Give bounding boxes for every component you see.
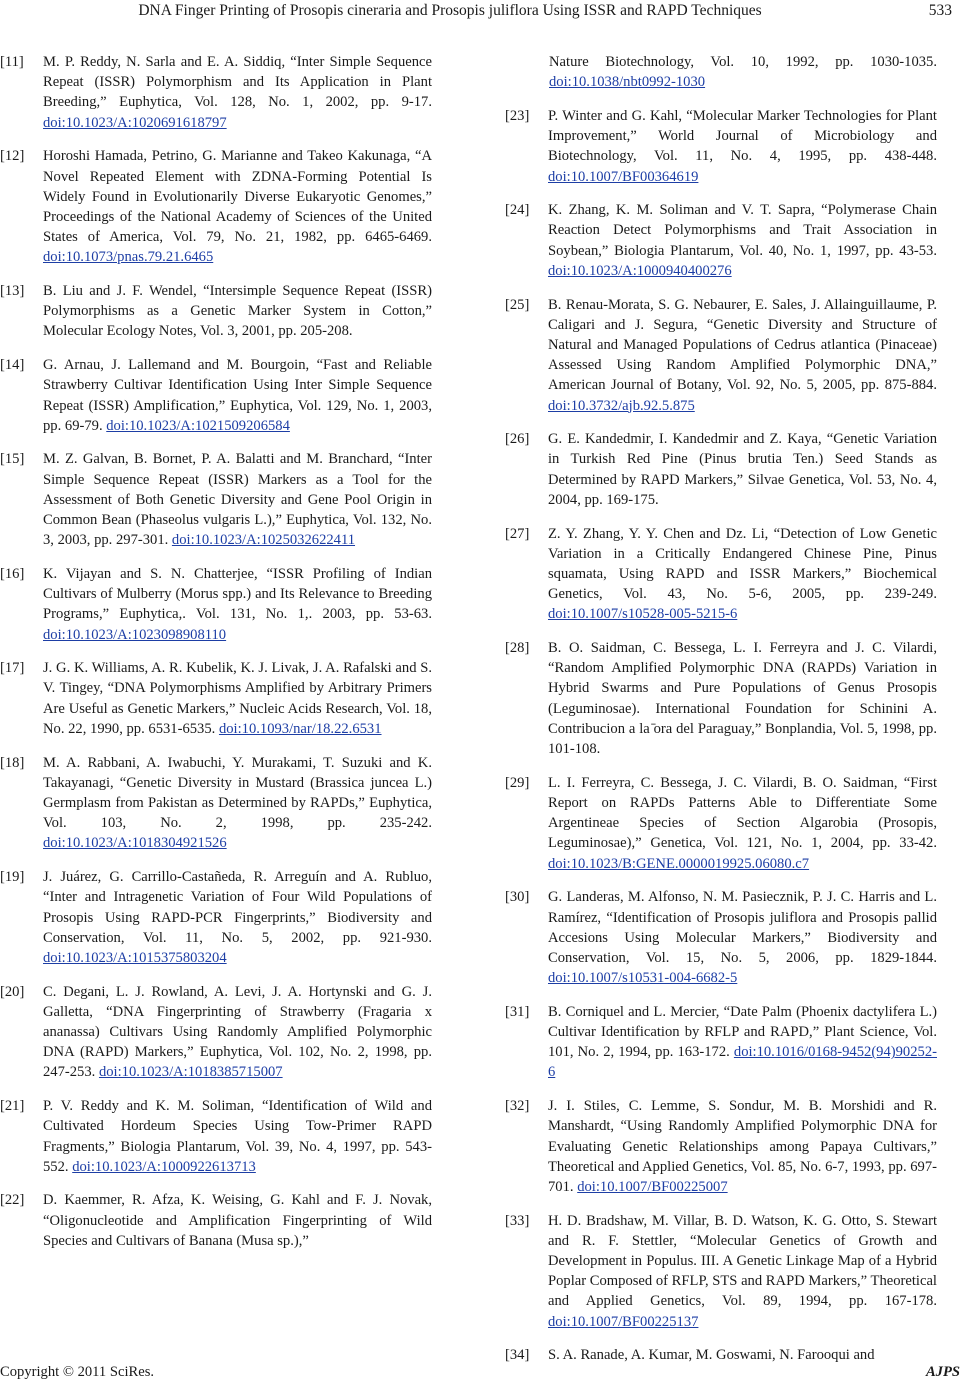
reference-item <box>505 638 937 759</box>
reference-number: [27] <box>505 525 530 542</box>
reference-item <box>505 1002 937 1083</box>
reference-number: [20] <box>0 983 25 1000</box>
reference-doi-link[interactable]: doi:10.1016/0168-9452(94)90252-6 <box>548 1044 937 1081</box>
reference-doi-link[interactable]: doi:10.1023/A:1000922613713 <box>72 1158 256 1175</box>
reference-text: K. Vijayan and S. N. Chatterjee, “ISSR Profiling of Indian Cultivars of Mulberry (Morus spp.) and Its Relevance to Breeding Programs,” Euphytica,. Vol. 131, No. 1,. 2003, pp. 53-63. <box>43 565 432 623</box>
reference-item <box>0 355 432 436</box>
reference-doi-link[interactable]: doi:10.1023/A:1023098908110 <box>43 626 227 643</box>
reference-text: B. O. Saidman, C. Bessega, L. I. Ferreyra and J. C. Vilardi, “Random Amplified Polymorphic DNA (RAPDs) Variation in Hybrid Swarms and Pure Populations of Genus Prosopis (Leguminosae). International Foundation for Schinini A. Contribucion a la ̄ora del Paraguay,” Bonplandia, Vol. 5, 1998, pp. 101-108. <box>548 640 937 758</box>
reference-text: M. Z. Galvan, B. Bornet, P. A. Balatti and M. Branchard, “Inter Simple Sequence Repeat (ISSR) Markers as a Tool for the Assessment of Both Genetic Diversity and Gene Pool Origin in Common Bean (Phaseolus vulgaris L.),” Euphytica, Vol. 132, No. 3, 2003, pp. 297-301. <box>43 451 432 549</box>
reference-item <box>0 1096 432 1177</box>
reference-doi-link[interactable]: doi:10.1093/nar/18.22.6531 <box>218 720 382 737</box>
reference-text: J. G. K. Williams, A. R. Kubelik, K. J. Livak, J. A. Rafalski and S. V. Tingey, “DNA Polymorphisms Amplified by Arbitrary Primers Are Useful as Genetic Markers,” Nucleic Acids Research, Vol. 18, No. 22, 1990, pp. 6531-6535. <box>43 660 432 737</box>
reference-number: [21] <box>0 1098 25 1115</box>
running-title: DNA Finger Printing of Prosopis cineraria and Prosopis juliflora Using ISSR and RAPD Techniques <box>138 2 762 19</box>
reference-doi-link[interactable]: doi:10.1007/s10531-004-6682-5 <box>548 970 738 987</box>
reference-number: [34] <box>505 1347 530 1364</box>
reference-text: Horoshi Hamada, Petrino, G. Marianne and Takeo Kakunaga, “A Novel Repeated Element with ZDNA-Forming Potential Is Widely Found in Evolutionarily Diverse Eukaryotic Genomes,” Proceedings of the National Academy of Sciences of the United States of America, Vol. 79, No. 21, 1982, pp. 6465-6469. <box>43 148 432 246</box>
reference-doi-link[interactable]: doi:10.1038/nbt0992-1030 <box>549 74 706 91</box>
reference-doi-link[interactable]: doi:10.3732/ajb.92.5.875 <box>548 397 695 414</box>
reference-item <box>505 106 937 187</box>
reference-number: [11] <box>0 54 24 70</box>
reference-item <box>0 867 432 968</box>
reference-doi-link[interactable]: doi:10.1023/A:1020691618797 <box>43 114 227 131</box>
reference-text: D. Kaemmer, R. Afza, K. Weising, G. Kahl and F. J. Novak, “Oligonucleotide and Amplification Fingerprinting of Wild Species and Cultivars of Banana (Musa sp.),” <box>43 1192 432 1249</box>
right-reference-column <box>505 52 937 1379</box>
reference-doi-link[interactable]: doi:10.1007/s10528-005-5215-6 <box>548 606 738 623</box>
reference-doi-link[interactable]: doi:10.1073/pnas.79.21.6465 <box>43 249 214 266</box>
reference-text: C. Degani, L. J. Rowland, A. Levi, J. A. Hortynski and G. J. Galletta, “DNA Fingerprinting of Strawberry (Fragaria x ananassa) Cultivars Using Randomly Amplified Polymorphic DNA (RAPD) Markers,” Euphytica, Vol. 102, No. 2, 1998, pp. 247-253. <box>43 983 432 1081</box>
reference-text: P. Winter and G. Kahl, “Molecular Marker Technologies for Plant Improvement,” World Journal of Microbiology and Biotechnology, Vol. 11, No. 4, 1995, pp. 438-448. <box>548 107 937 165</box>
reference-item <box>505 1345 937 1365</box>
reference-number: [32] <box>505 1098 530 1115</box>
reference-item <box>0 52 432 133</box>
reference-item <box>505 773 937 874</box>
reference-text: G. E. Kandedmir, I. Kandedmir and Z. Kaya, “Genetic Variation in Turkish Red Pine (Pinus brutia Ten.) Seed Stands as Determined by RAPD Markers,” Silvae Genetica, Vol. 53, No. 4, 2004, pp. 169-175. <box>548 431 937 508</box>
reference-text: K. Zhang, K. M. Soliman and V. T. Sapra, “Polymerase Chain Reaction Detect Polymorphisms and Trait Association in Soybean,” Biologia Plantarum, Vol. 40, No. 1, 1997, pp. 43-53. <box>548 202 937 259</box>
reference-doi-link[interactable]: doi:10.1023/B:GENE.0000019925.06080.c7 <box>548 855 810 872</box>
reference-text: M. A. Rabbani, A. Iwabuchi, Y. Murakami, T. Suzuki and K. Takayanagi, “Genetic Diversity in Mustard (Brassica juncea L.) Germplasm from Pakistan as Determined by RAPDs,” Euphytica, Vol. 103, No. 2, 1998, pp. 235-242. <box>43 754 432 832</box>
reference-item <box>0 281 432 342</box>
reference-text: B. Renau-Morata, S. G. Nebaurer, E. Sales, J. Allainguillaume, P. Caligari and J. Segura, “Genetic Diversity and Structure of Natural and Managed Populations of Cedrus atlantica (Pinaceae) Assessed Using Random Amplified Polymorphic DNA,” American Journal of Botany, Vol. 92, No. 5, 2005, pp. 875-884. <box>548 296 937 394</box>
left-reference-column <box>0 52 432 1265</box>
reference-number: [31] <box>505 1003 530 1020</box>
reference-text: B. Corniquel and L. Mercier, “Date Palm (Phoenix dactylifera L.) Cultivar Identification by RFLP and RAPD,” Plant Science, Vol. 101, No. 2, 1994, pp. 163-172. <box>548 1003 937 1061</box>
reference-doi-link[interactable]: doi:10.1023/A:1000940400276 <box>548 262 732 279</box>
reference-item <box>0 1190 432 1251</box>
reference-continuation <box>505 52 937 92</box>
page-header <box>0 2 970 24</box>
reference-text: M. P. Reddy, N. Sarla and E. A. Siddiq, “Inter Simple Sequence Repeat (ISSR) Polymorphism and Its Application in Plant Breeding,” Euphytica, Vol. 128, No. 1, 2002, pp. 9-17. <box>43 54 432 111</box>
reference-number: [23] <box>505 107 530 124</box>
reference-text: S. A. Ranade, A. Kumar, M. Goswami, N. Farooqui and <box>548 1347 875 1364</box>
reference-text: P. V. Reddy and K. M. Soliman, “Identification of Wild and Cultivated Hordeum Species Using Tow-Primer RAPD Fragments,” Biologia Plantarum, Vol. 39, No. 4, 1997, pp. 543-552. <box>43 1098 432 1175</box>
reference-item <box>0 982 432 1083</box>
reference-doi-link[interactable]: doi:10.1023/A:1018304921526 <box>43 835 227 852</box>
reference-item <box>0 753 432 854</box>
reference-doi-link[interactable]: doi:10.1023/A:1021509206584 <box>106 417 290 434</box>
reference-item <box>505 295 937 416</box>
reference-text: J. Juárez, G. Carrillo-Castañeda, R. Arreguín and A. Rubluo, “Inter and Intragenetic Variation of Four Wild Populations of Prosopis Using RAPD-PCR Fingerprints,” Biodiversity and Conservation, Vol. 11, No. 5, 2002, pp. 921-930. <box>43 869 432 946</box>
reference-doi-link[interactable]: doi:10.1007/BF00225007 <box>577 1178 728 1195</box>
reference-text: G. Landeras, M. Alfonso, N. M. Pasiecznik, P. J. C. Harris and L. Ramírez, “Identification of Prosopis juliflora and Prosopis pallid Accesions Using Molecular Markers,” Biodiversity and Conservation, Vol. 15, No. 5, 2006, pp. 1829-1844. <box>548 889 937 966</box>
reference-number: [15] <box>0 451 25 468</box>
reference-doi-link[interactable]: doi:10.1007/BF00364619 <box>548 168 699 185</box>
reference-text: B. Liu and J. F. Wendel, “Intersimple Sequence Repeat (ISSR) Polymorphisms as a Genetic Marker System in Cotton,” Molecular Ecology Notes, Vol. 3, 2001, pp. 205-208. <box>43 283 432 340</box>
reference-number: [33] <box>505 1212 530 1229</box>
reference-number: [28] <box>505 640 530 657</box>
reference-item <box>0 449 432 550</box>
reference-text: J. I. Stiles, C. Lemme, S. Sondur, M. B. Morshidi and R. Manshardt, “Using Randomly Amplified Polymorphic DNA for Evaluating Genetic Relationships among Papaya Cultivars,” Theoretical and Applied Genetics, Vol. 85, No. 6-7, 1993, pp. 697-701. <box>548 1098 937 1195</box>
reference-number: [22] <box>0 1192 25 1209</box>
reference-item <box>0 146 432 267</box>
reference-number: [26] <box>505 431 530 448</box>
reference-number: [30] <box>505 889 530 906</box>
reference-number: [24] <box>505 202 530 219</box>
journal-abbrev: AJPS <box>925 1364 960 1380</box>
reference-item <box>505 1211 937 1332</box>
reference-doi-link[interactable]: doi:10.1007/BF00225137 <box>548 1313 699 1330</box>
reference-item <box>505 200 937 281</box>
reference-doi-link[interactable]: doi:10.1023/A:1018385715007 <box>98 1064 283 1081</box>
reference-number: [14] <box>0 357 25 374</box>
reference-item <box>505 429 937 510</box>
reference-item <box>505 524 937 625</box>
page-footer <box>0 1364 970 1384</box>
reference-number: [18] <box>0 754 25 771</box>
reference-item <box>0 564 432 645</box>
reference-doi-link[interactable]: doi:10.1023/A:1025032622411 <box>171 532 356 549</box>
reference-number: [29] <box>505 774 530 791</box>
reference-item <box>0 658 432 739</box>
reference-number: [17] <box>0 660 25 677</box>
reference-text: H. D. Bradshaw, M. Villar, B. D. Watson, K. G. Otto, S. Stewart and R. F. Stettler, “Molecular Genetics of Growth and Development in Populus. III. A Genetic Linkage Map of a Hybrid Poplar Composed of RFLP, STS and RAPD Markers,” Theoretical and Applied Genetics, Vol. 89, 1994, pp. 167-178. <box>548 1212 937 1310</box>
reference-number: [12] <box>0 148 25 165</box>
reference-item <box>505 1096 937 1197</box>
reference-text: L. I. Ferreyra, C. Bessega, J. C. Vilardi, B. O. Saidman, “First Report on RAPDs Patterns Able to Differentiate Some Argentineae Species of Section Algarobia (Prosopis, Leguminosae),” Genetica, Vol. 121, No. 1, 2004, pp. 33-42. <box>548 774 937 852</box>
reference-number: [13] <box>0 283 25 300</box>
page-number: 533 <box>928 2 952 19</box>
reference-text: Z. Y. Zhang, Y. Y. Chen and Dz. Li, “Detection of Low Genetic Variation in a Critically Endangered Chinese Pine, Pinus squamata, Using RAPD and ISSR Markers,” Biochemical Genetics, Vol. 43, No. 5-6, 2005, pp. 239-249. <box>548 525 937 603</box>
reference-number: [19] <box>0 869 25 886</box>
reference-number: [25] <box>505 296 530 313</box>
reference-number: [16] <box>0 565 25 582</box>
reference-doi-link[interactable]: doi:10.1023/A:1015375803204 <box>43 949 227 966</box>
reference-item <box>505 887 937 988</box>
reference-text: G. Arnau, J. Lallemand and M. Bourgoin, “Fast and Reliable Strawberry Cultivar Identification Using Inter Simple Sequence Repeat (ISSR) Amplification,” Euphytica, Vol. 129, No. 1, 2003, pp. 69-79. <box>43 357 432 434</box>
copyright-notice: Copyright © 2011 SciRes. <box>0 1364 155 1380</box>
reference-text: Nature Biotechnology, Vol. 10, 1992, pp. 1030-1035. <box>549 54 937 70</box>
